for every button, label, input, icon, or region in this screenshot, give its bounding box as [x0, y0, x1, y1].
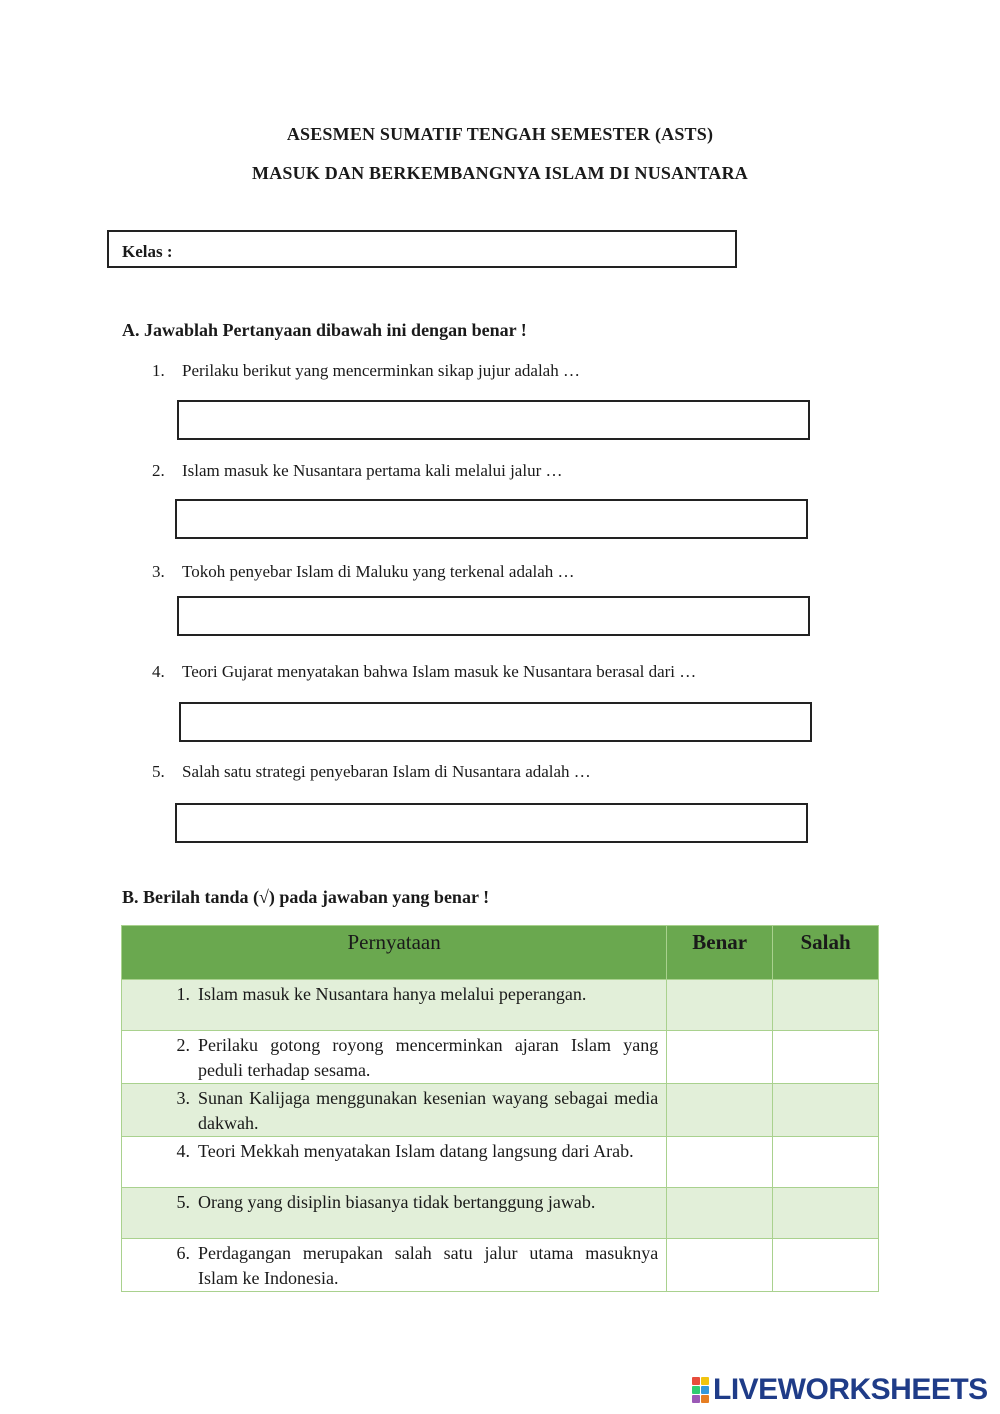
table-row: [122, 1031, 879, 1084]
benar-checkbox-cell[interactable]: [667, 1031, 773, 1084]
question-2-number: 2.: [152, 461, 165, 480]
question-4-text: Teori Gujarat menyatakan bahwa Islam masuk ke Nusantara berasal dari …: [182, 662, 697, 681]
row-statement: Perilaku gotong royong mencerminkan ajaran Islam yang peduli terhadap sesama.: [198, 1035, 659, 1080]
table-row: [122, 980, 879, 1031]
row-number: 3.: [176, 1088, 190, 1108]
page-subtitle: MASUK DAN BERKEMBANGNYA ISLAM DI NUSANTARA: [252, 163, 748, 183]
benar-checkbox-cell[interactable]: [667, 1239, 773, 1292]
benar-checkbox-cell[interactable]: [667, 1188, 773, 1239]
salah-checkbox-cell[interactable]: [773, 1084, 879, 1137]
liveworksheets-logo: [692, 1374, 988, 1406]
section-a-heading: A. Jawablah Pertanyaan dibawah ini dengan benar !: [122, 320, 527, 340]
statement-cell: [122, 1084, 667, 1137]
answer-5-input[interactable]: [175, 803, 808, 843]
row-number: 5.: [176, 1192, 190, 1212]
table-row: [122, 1137, 879, 1188]
statement-cell: [122, 1137, 667, 1188]
row-statement: Sunan Kalijaga menggunakan kesenian wayang sebagai media dakwah.: [198, 1088, 659, 1133]
question-2-text: Islam masuk ke Nusantara pertama kali melalui jalur …: [182, 461, 563, 480]
question-4-number: 4.: [152, 662, 165, 681]
salah-checkbox-cell[interactable]: [773, 1031, 879, 1084]
salah-checkbox-cell[interactable]: [773, 1188, 879, 1239]
question-5-number: 5.: [152, 762, 165, 781]
question-1-text: Perilaku berikut yang mencerminkan sikap jujur adalah …: [182, 361, 580, 380]
column-header-statement: Pernyataan: [122, 926, 667, 980]
statement-cell: [122, 1239, 667, 1292]
benar-checkbox-cell[interactable]: [667, 1137, 773, 1188]
liveworksheets-logo-icon: [692, 1377, 710, 1403]
benar-checkbox-cell[interactable]: [667, 980, 773, 1031]
salah-checkbox-cell[interactable]: [773, 1137, 879, 1188]
statement-cell: [122, 980, 667, 1031]
question-5-text: Salah satu strategi penyebaran Islam di Nusantara adalah …: [182, 762, 591, 781]
column-header-benar: Benar: [667, 926, 773, 980]
row-number: 4.: [176, 1141, 190, 1161]
row-number: 6.: [176, 1243, 190, 1263]
row-number: 2.: [176, 1035, 190, 1055]
row-statement: Islam masuk ke Nusantara hanya melalui peperangan.: [198, 984, 587, 1004]
row-number: 1.: [176, 984, 190, 1004]
kelas-label: Kelas :: [122, 242, 173, 261]
question-3-text: Tokoh penyebar Islam di Maluku yang terkenal adalah …: [182, 562, 575, 581]
statement-table: [121, 925, 879, 1292]
page-title: ASESMEN SUMATIF TENGAH SEMESTER (ASTS): [286, 124, 714, 144]
row-statement: Perdagangan merupakan salah satu jalur utama masuknya Islam ke Indonesia.: [198, 1243, 659, 1288]
answer-4-input[interactable]: [179, 702, 812, 742]
column-header-salah: Salah: [773, 926, 879, 980]
salah-checkbox-cell[interactable]: [773, 980, 879, 1031]
salah-checkbox-cell[interactable]: [773, 1239, 879, 1292]
answer-1-input[interactable]: [177, 400, 810, 440]
question-3-number: 3.: [152, 562, 165, 581]
kelas-field[interactable]: [107, 230, 737, 268]
statement-cell: [122, 1188, 667, 1239]
answer-2-input[interactable]: [175, 499, 808, 539]
table-row: [122, 1188, 879, 1239]
section-b-heading: B. Berilah tanda (√) pada jawaban yang benar !: [122, 887, 490, 907]
statement-cell: [122, 1031, 667, 1084]
row-statement: Orang yang disiplin biasanya tidak bertanggung jawab.: [198, 1192, 596, 1212]
question-1-number: 1.: [152, 361, 165, 380]
benar-checkbox-cell[interactable]: [667, 1084, 773, 1137]
table-row: [122, 1239, 879, 1292]
row-statement: Teori Mekkah menyatakan Islam datang langsung dari Arab.: [198, 1141, 634, 1161]
liveworksheets-logo-text: LIVEWORKSHEETS: [713, 1373, 988, 1406]
table-row: [122, 1084, 879, 1137]
answer-3-input[interactable]: [177, 596, 810, 636]
